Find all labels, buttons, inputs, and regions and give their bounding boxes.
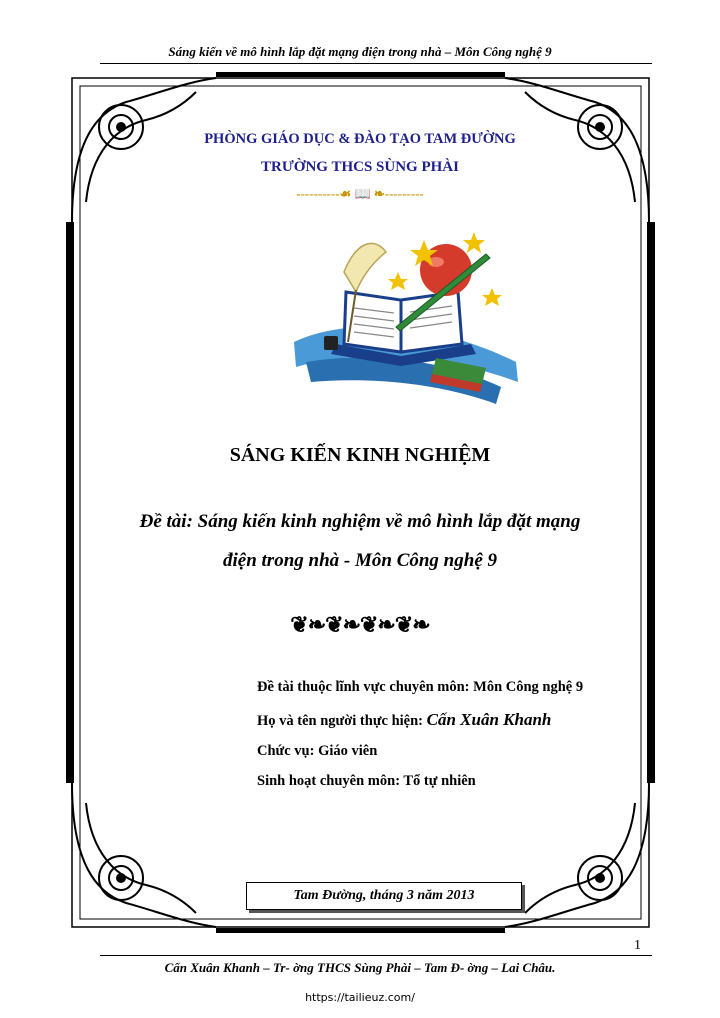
footer-rule — [100, 955, 652, 956]
department-name: PHÒNG GIÁO DỤC & ĐÀO TẠO TAM ĐƯỜNG — [204, 131, 516, 147]
running-header: Sáng kiến về mô hình lắp đặt mạng điện trong nhà – Môn Công nghệ 9 — [168, 44, 552, 59]
ornament-divider: ----------☙ 📖 ❧--------- — [296, 186, 424, 201]
date-text: Tam Đường, tháng 3 năm 2013 — [293, 888, 475, 903]
field-of-study: Đề tài thuộc lĩnh vực chuyên môn: Môn Công nghệ 9 — [257, 679, 584, 695]
running-footer: Cấn Xuân Khanh – Tr- ờng THCS Sùng Phài – Tam Đ- ờng – Lai Châu. — [164, 960, 556, 975]
page-number: 1 — [634, 938, 641, 953]
author-label: Họ và tên người thực hiện: — [257, 713, 427, 729]
header-rule — [100, 63, 652, 64]
date-box — [246, 882, 522, 910]
author-line — [257, 710, 551, 730]
source-url[interactable]: https://tailieuz.com/ — [305, 991, 415, 1004]
topic-line-1: Đề tài: Sáng kiến kinh nghiệm về mô hình lắp đặt mạng — [139, 511, 581, 532]
school-name: TRƯỜNG THCS SÙNG PHÀI — [261, 159, 459, 175]
topic-line-2: điện trong nhà - Môn Công nghệ 9 — [223, 550, 497, 571]
decorative-divider: ❦❧❦❧❦❧❦❧ — [290, 612, 430, 637]
department-group-line: Sinh hoạt chuyên môn: Tổ tự nhiên — [257, 773, 476, 789]
author-name: Cấn Xuân Khanh — [426, 710, 552, 729]
position-line: Chức vụ: Giáo viên — [257, 743, 378, 759]
book-quill-illustration — [286, 232, 524, 408]
document-title: SÁNG KIẾN KINH NGHIỆM — [229, 444, 491, 466]
